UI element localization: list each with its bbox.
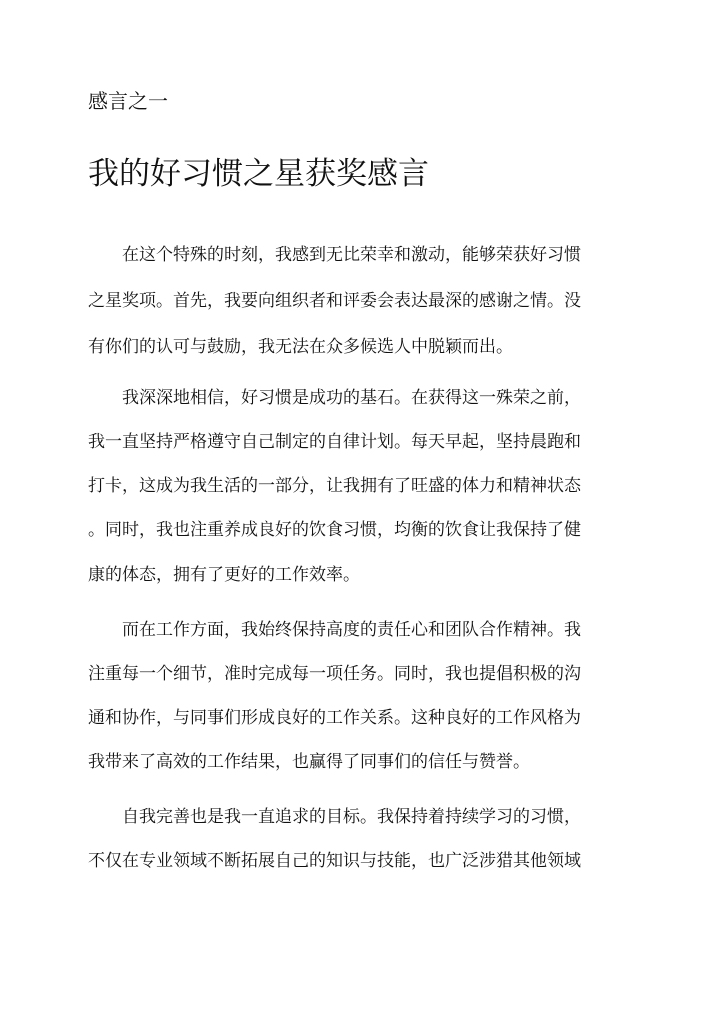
paragraph-1-line-1: 在这个特殊的时刻，我感到无比荣幸和激动，能够荣获好习惯	[122, 245, 581, 265]
paragraph-2-line-1: 我深深地相信，好习惯是成功的基石。在获得这一殊荣之前，	[122, 388, 581, 408]
document-title: 我的好习惯之星获奖感言	[88, 156, 429, 192]
paragraph-4-line-1: 自我完善也是我一直追求的目标。我保持着持续学习的习惯，	[122, 807, 581, 827]
paragraph-3-line-1: 而在工作方面，我始终保持高度的责任心和团队合作精神。我	[122, 620, 581, 640]
paragraph-2-line-3: 打卡，这成为我生活的一部分，让我拥有了旺盛的体力和精神状态	[88, 476, 581, 496]
paragraph-3-line-2: 注重每一个细节，准时完成每一项任务。同时，我也提倡积极的沟	[88, 664, 581, 684]
paragraph-2-line-2: 我一直坚持严格遵守自己制定的自律计划。每天早起，坚持晨跑和	[88, 432, 581, 452]
paragraph-2-line-5: 康的体态，拥有了更好的工作效率。	[88, 565, 360, 585]
paragraph-1-line-2: 之星奖项。首先，我要向组织者和评委会表达最深的感谢之情。没	[88, 291, 581, 311]
paragraph-3-line-3: 通和协作，与同事们形成良好的工作关系。这种良好的工作风格为	[88, 708, 581, 728]
paragraph-2-line-4: 。同时，我也注重养成良好的饮食习惯，均衡的饮食让我保持了健	[88, 520, 581, 540]
paragraph-1-line-3: 有你们的认可与鼓励，我无法在众多候选人中脱颖而出。	[88, 337, 513, 357]
paragraph-3-line-4: 我带来了高效的工作结果，也赢得了同事们的信任与赞誉。	[88, 752, 530, 772]
paragraph-4-line-2: 不仅在专业领域不断拓展自己的知识与技能，也广泛涉猎其他领域	[88, 851, 581, 871]
section-label: 感言之一	[88, 89, 168, 113]
